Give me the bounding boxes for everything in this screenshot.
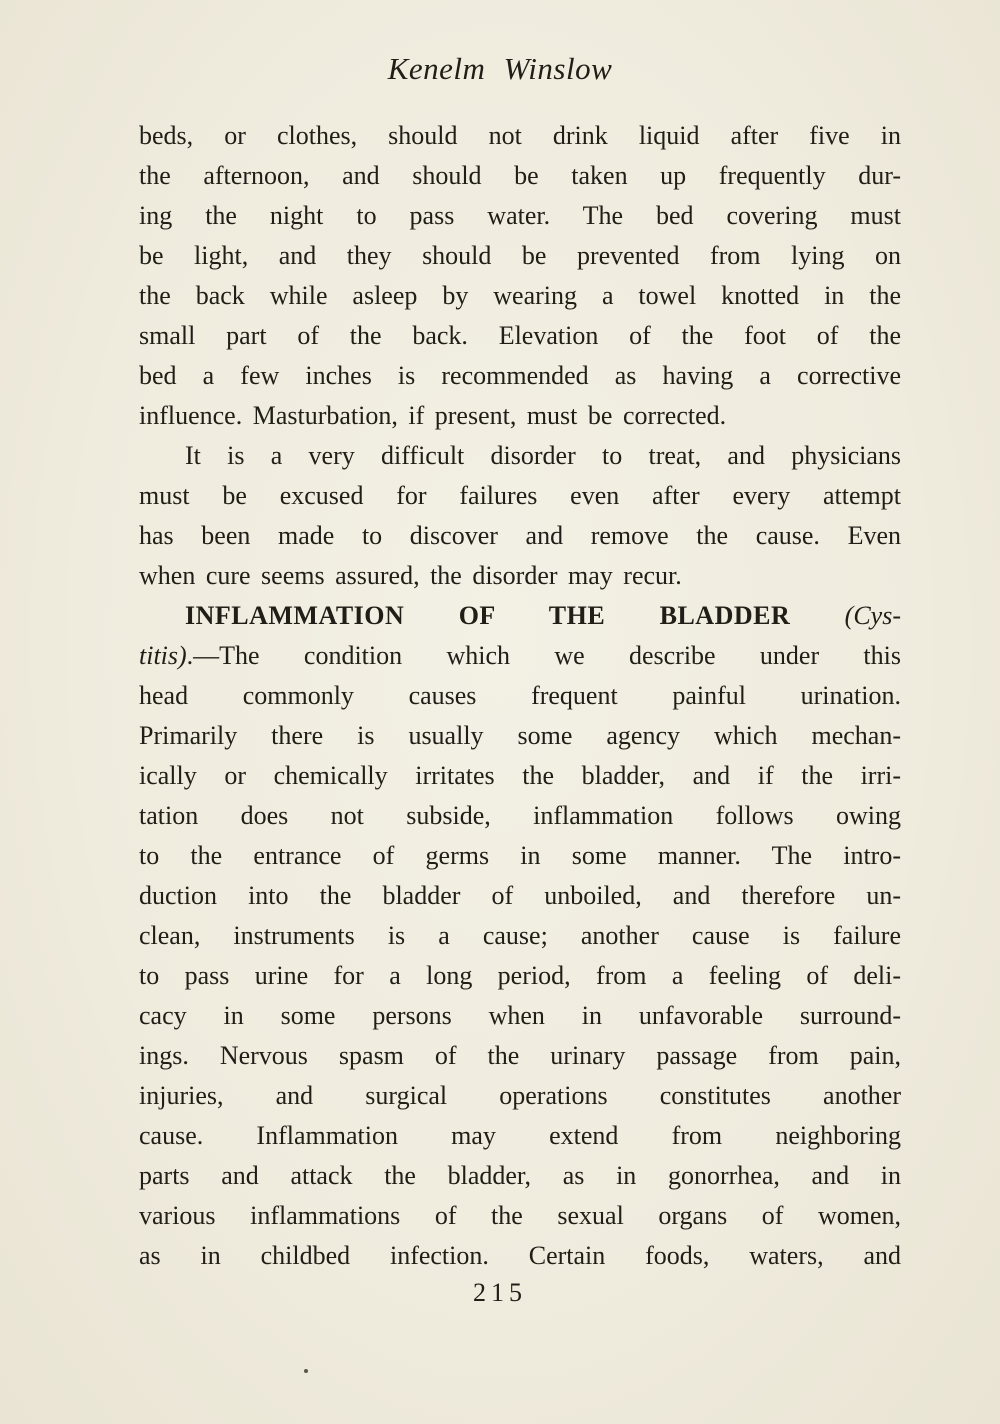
body-text: to pass urine for a long period, from a feeling of deli- <box>139 961 901 990</box>
body-text: influence. Masturbation, if present, must be corrected. <box>139 401 727 430</box>
body-text: ing the night to pass water. The bed covering must <box>139 201 901 230</box>
body-text: clean, instruments is a cause; another cause is failure <box>139 921 901 950</box>
text-line <box>139 116 901 156</box>
text-line <box>139 676 901 716</box>
text-line <box>139 516 901 556</box>
body-text: ically or chemically irritates the bladder, and if the irri- <box>139 761 901 790</box>
body-text: when cure seems assured, the disorder may recur. <box>139 561 682 590</box>
text-line <box>139 796 901 836</box>
text-line <box>139 1236 901 1276</box>
body-text: the afternoon, and should be taken up frequently dur- <box>139 161 901 190</box>
text-line <box>139 1116 901 1156</box>
body-text: must be excused for failures even after every attempt <box>139 481 901 510</box>
body-text: parts and attack the bladder, as in gonorrhea, and in <box>139 1161 901 1190</box>
body-text: tation does not subside, inflammation follows owing <box>139 801 901 830</box>
body-text: Primarily there is usually some agency which mechan- <box>139 721 901 750</box>
body-text: titis) <box>139 641 187 670</box>
body-text: to the entrance of germs in some manner. The intro- <box>139 841 901 870</box>
text-line <box>139 596 901 636</box>
running-header: Kenelm Winslow <box>387 51 613 86</box>
text-line <box>139 996 901 1036</box>
heading-text: INFLAMMATION OF THE BLADDER <box>185 601 845 630</box>
body-text: duction into the bladder of unboiled, and therefore un- <box>139 881 901 910</box>
body-text: bed a few inches is recommended as having a corrective <box>139 361 901 390</box>
body-text: various inflammations of the sexual organs of women, <box>139 1201 901 1230</box>
text-line <box>139 636 901 676</box>
text-line <box>139 956 901 996</box>
text-line <box>139 836 901 876</box>
body-text: as in childbed infection. Certain foods, waters, and <box>139 1241 901 1270</box>
text-line <box>139 316 901 356</box>
body-text: has been made to discover and remove the cause. Even <box>139 521 901 550</box>
body-text: the back while asleep by wearing a towel knotted in the <box>139 281 901 310</box>
text-line <box>139 236 901 276</box>
text-line <box>139 476 901 516</box>
text-line <box>139 716 901 756</box>
text-line <box>139 1036 901 1076</box>
text-line <box>139 1156 901 1196</box>
text-line <box>139 916 901 956</box>
body-text: injuries, and surgical operations constitutes another <box>139 1081 901 1110</box>
text-line <box>139 396 901 436</box>
scan-speck-artifact <box>304 1369 308 1373</box>
body-text: beds, or clothes, should not drink liquid after five in <box>139 121 901 150</box>
body-text: be light, and they should be prevented from lying on <box>139 241 901 270</box>
body-text: It is a very difficult disorder to treat, and physicians <box>185 441 901 470</box>
body-text: head commonly causes frequent painful urination. <box>139 681 901 710</box>
text-line <box>139 436 901 476</box>
text-block <box>139 116 901 1276</box>
text-line <box>139 276 901 316</box>
text-line <box>139 156 901 196</box>
body-text: small part of the back. Elevation of the foot of the <box>139 321 901 350</box>
body-text: ings. Nervous spasm of the urinary passage from pain, <box>139 1041 901 1070</box>
body-text: cacy in some persons when in unfavorable surround- <box>139 1001 901 1030</box>
text-line <box>139 1076 901 1116</box>
body-text: (Cys- <box>844 601 901 630</box>
text-line <box>139 876 901 916</box>
text-line <box>139 356 901 396</box>
text-line <box>139 1196 901 1236</box>
text-line <box>139 196 901 236</box>
body-text: cause. Inflammation may extend from neighboring <box>139 1121 901 1150</box>
text-line <box>139 556 901 596</box>
page-number: 215 <box>473 1278 527 1307</box>
text-line <box>139 756 901 796</box>
body-text: .—The condition which we describe under this <box>186 641 901 670</box>
